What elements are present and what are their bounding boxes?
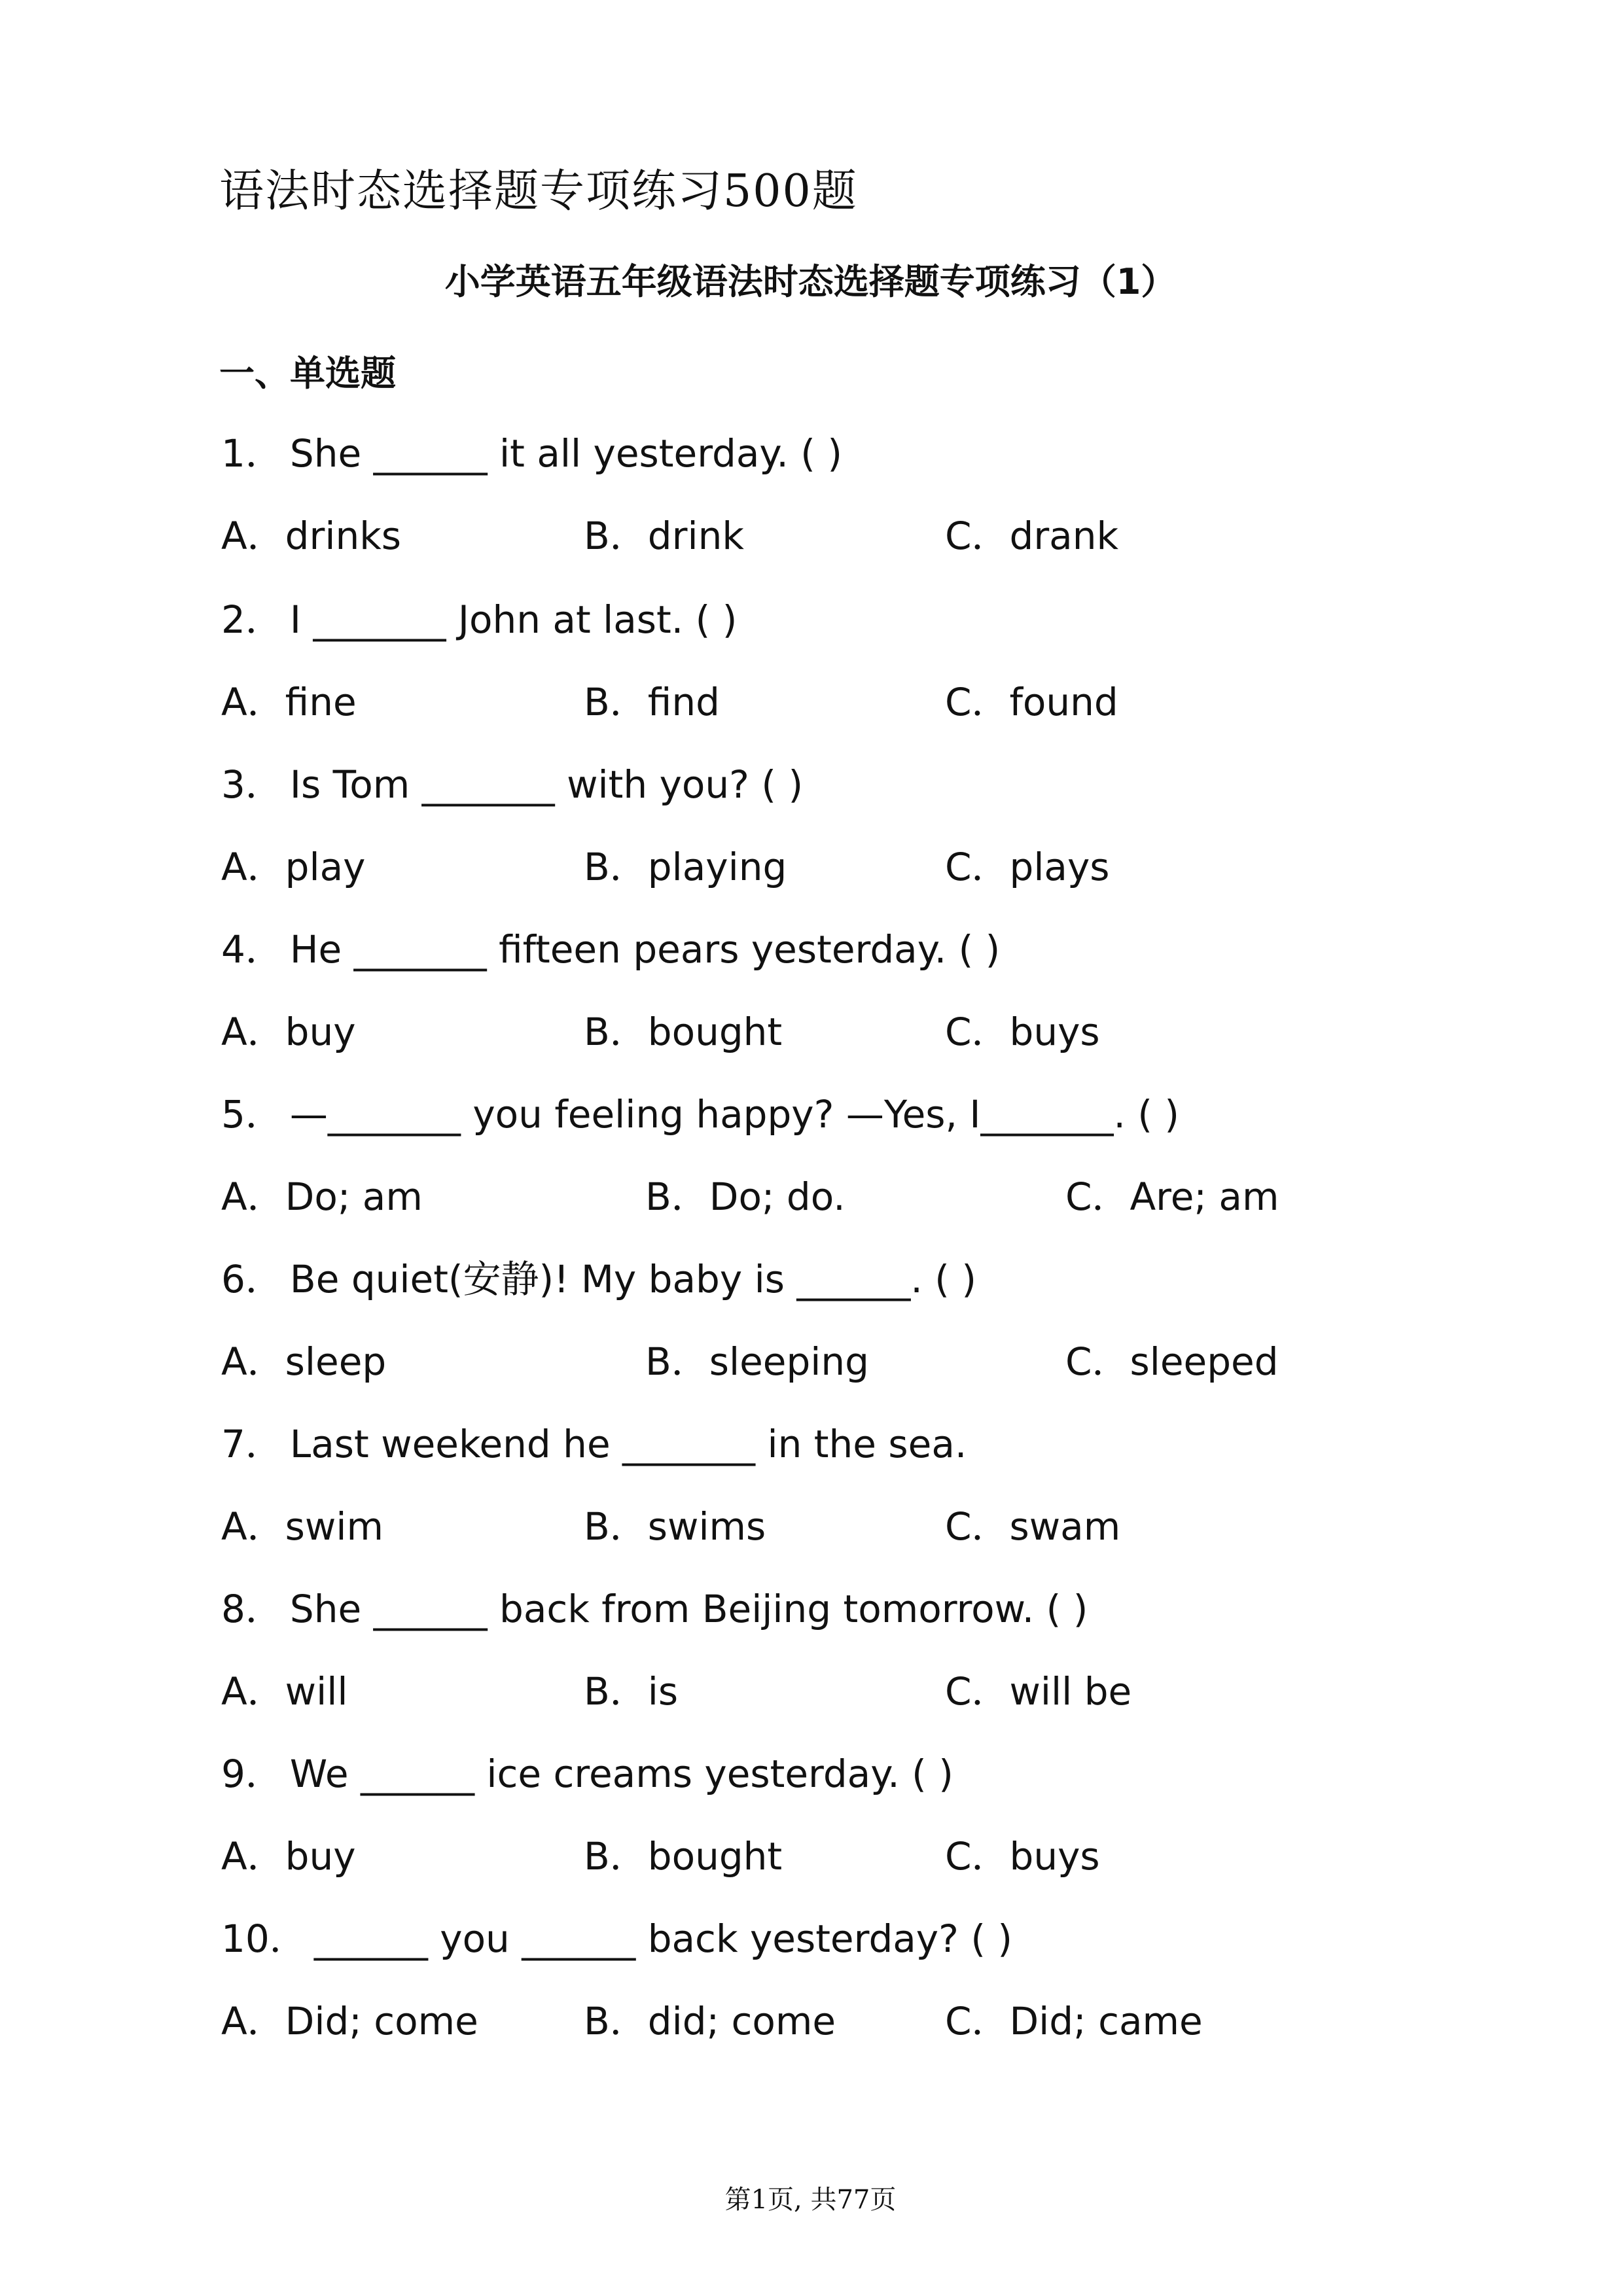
worksheet-subtitle: 小学英语五年级语法时态选择题专项练习（1）	[444, 261, 1177, 302]
option-c: C．buys	[945, 1010, 1100, 1054]
question-number: 1．	[221, 431, 283, 476]
question-number: 4．	[221, 927, 283, 972]
option-c: C．Did; came	[945, 1999, 1203, 2043]
option-c: C．plays	[945, 845, 1110, 889]
question-stem: I _______ John at last. ( )	[289, 597, 738, 642]
question-8	[221, 1578, 1088, 1633]
section-heading: 一、单选题	[219, 353, 396, 394]
question-stem: ______ you ______ back yesterday? ( )	[313, 1916, 1013, 1961]
option-c: C．swam	[945, 1504, 1121, 1549]
option-a: A．buy	[221, 1834, 356, 1879]
question-number: 3．	[221, 762, 283, 807]
question-number: 5．	[221, 1092, 283, 1137]
option-b: B．bought	[584, 1010, 783, 1054]
option-a: A．will	[221, 1669, 348, 1714]
question-number: 2．	[221, 597, 283, 642]
option-b: B．is	[584, 1669, 679, 1714]
question-stem: Last weekend he _______ in the sea.	[289, 1422, 967, 1466]
option-c: C．sleeped	[1065, 1339, 1279, 1384]
question-stem: We ______ ice creams yesterday. ( )	[289, 1752, 953, 1796]
question-3	[221, 754, 803, 809]
option-c: C．will be	[945, 1669, 1132, 1714]
option-a: A．buy	[221, 1010, 356, 1054]
question-10	[221, 1908, 1012, 1963]
question-stem: Is Tom _______ with you? ( )	[289, 762, 804, 807]
question-stem: She ______ back from Beijing tomorrow. ( )	[289, 1587, 1088, 1631]
document-title: 语法时态选择题专项练习500题	[219, 166, 858, 217]
question-stem: She ______ it all yesterday. ( )	[289, 431, 842, 476]
question-6	[221, 1248, 976, 1303]
question-stem: He _______ fifteen pears yesterday. ( )	[289, 927, 1001, 972]
option-a: A．swim	[221, 1504, 383, 1549]
option-b: B．bought	[584, 1834, 783, 1879]
option-a: A．sleep	[221, 1339, 387, 1384]
option-c: C．Are; am	[1065, 1174, 1279, 1219]
option-a: A．drinks	[221, 514, 402, 558]
question-1	[221, 423, 842, 478]
page-footer: 第1页, 共77页	[724, 2185, 897, 2215]
question-stem: Be quiet(安静)! My baby is ______. ( )	[289, 1257, 976, 1301]
option-a: A．Did; come	[221, 1999, 478, 2043]
question-4	[221, 919, 1000, 974]
question-2	[221, 589, 737, 644]
question-number: 6．	[221, 1257, 283, 1301]
option-a: A．Do; am	[221, 1174, 423, 1219]
question-9	[221, 1743, 953, 1798]
option-b: B．swims	[584, 1504, 766, 1549]
question-stem: —_______ you feeling happy? —Yes, I_______. ( )	[289, 1092, 1180, 1137]
option-b: B．playing	[584, 845, 787, 889]
option-a: A．play	[221, 845, 366, 889]
option-a: A．fine	[221, 680, 357, 724]
option-c: C．found	[945, 680, 1118, 724]
question-number: 8．	[221, 1587, 283, 1631]
question-number: 10．	[221, 1916, 308, 1961]
question-7	[221, 1413, 967, 1468]
option-b: B．sleeping	[645, 1339, 869, 1384]
option-c: C．buys	[945, 1834, 1100, 1879]
option-b: B．Do; do.	[645, 1174, 846, 1219]
option-b: B．did; come	[584, 1999, 836, 2043]
option-c: C．drank	[945, 514, 1119, 558]
option-b: B．find	[584, 680, 720, 724]
option-b: B．drink	[584, 514, 744, 558]
question-number: 7．	[221, 1422, 283, 1466]
question-5	[221, 1084, 1179, 1139]
question-number: 9．	[221, 1752, 283, 1796]
